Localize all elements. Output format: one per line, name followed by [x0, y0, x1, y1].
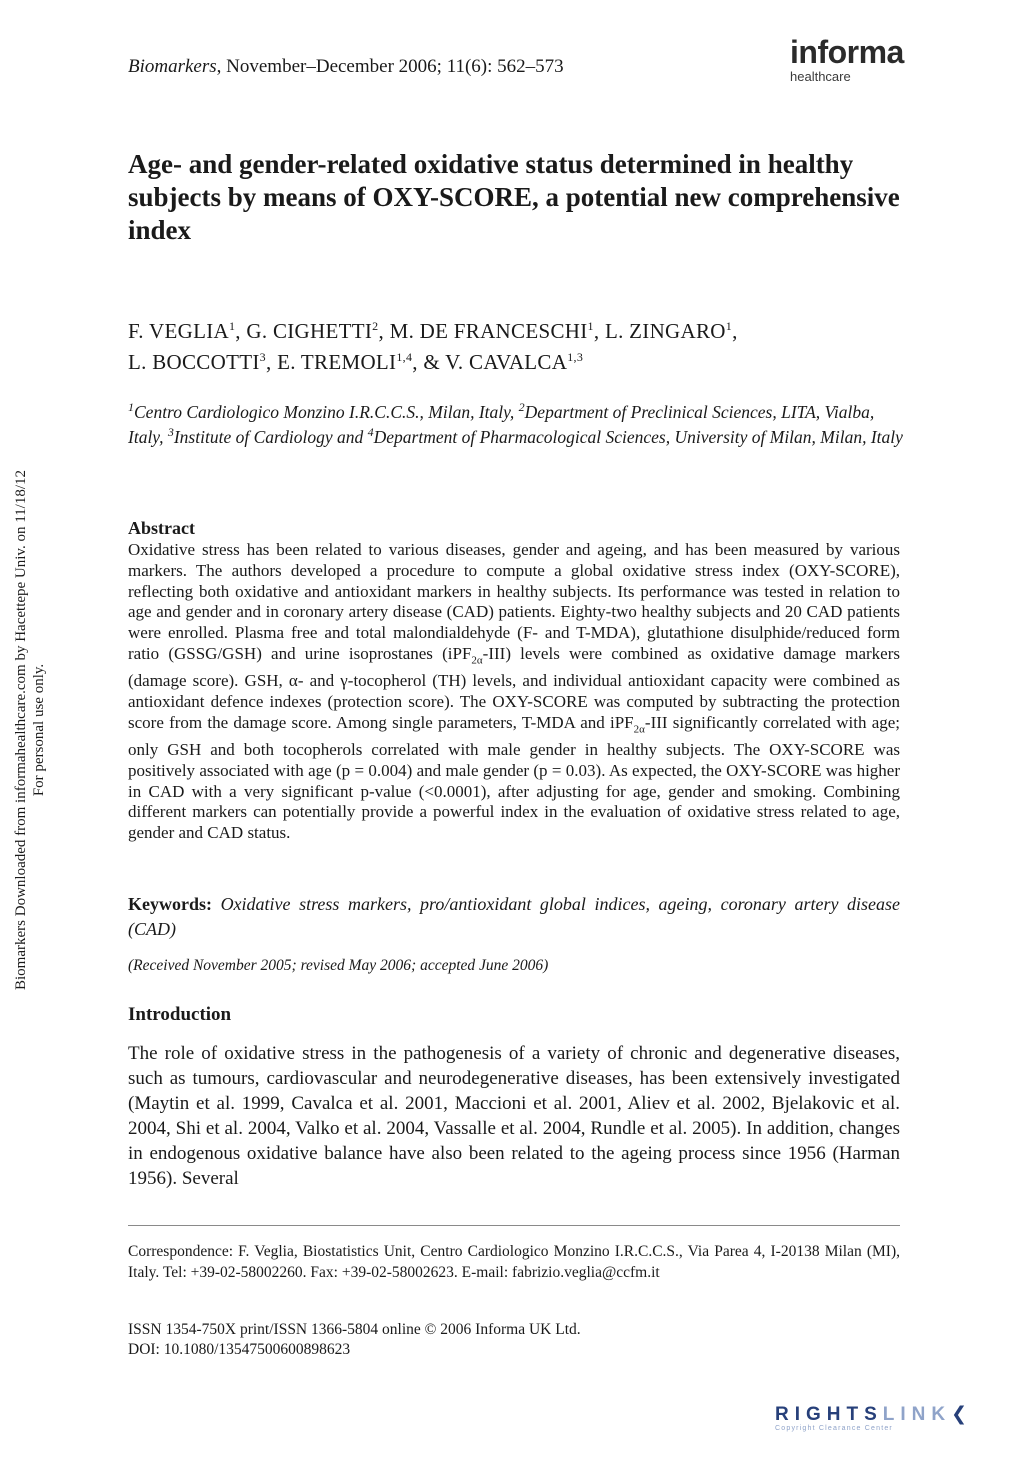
- issn-line: ISSN 1354-750X print/ISSN 1366-5804 online © 2006 Informa UK Ltd.: [128, 1321, 581, 1338]
- affiliations: $^1$Centro Cardiologico Monzino I.R.C.C.S., Milan, Italy, $^2$Department of Preclinical Sciences, LITA, Vialba, Italy, $^3$Institute of Cardiology and $^4$Department of Pharmacological Sciences, University of Milan, Milan, Italy: [128, 400, 903, 447]
- journal-citation: [128, 56, 564, 78]
- issn-doi: [128, 1320, 900, 1360]
- rightslink-logo: RIGHTSLINK❮ Copyright Clearance Center: [775, 1404, 974, 1432]
- informa-logo: [790, 36, 902, 84]
- author-affil-sup: 3: [259, 350, 266, 364]
- author: F. VEGLIA: [128, 319, 229, 343]
- author: L. BOCCOTTI: [128, 350, 260, 374]
- article-title: Age- and gender-related oxidative status determined in healthy subjects by means of OXY-SCORE, a potential new comprehensive index: [128, 149, 900, 245]
- journal-name: Biomarkers: [128, 56, 217, 77]
- author: E. TREMOLI: [277, 350, 397, 374]
- author: L. ZINGARO: [604, 319, 726, 343]
- journal-issue: , November–December 2006; 11(6): 562–573: [216, 56, 564, 77]
- keywords-text: Oxidative stress markers, pro/antioxidant global indices, ageing, coronary artery disease (CAD): [128, 894, 900, 939]
- author-affil-sup: 1: [228, 319, 236, 333]
- author-affil-sup: 1,4: [396, 350, 413, 364]
- download-watermark: [0, 0, 60, 1465]
- author-list: F. VEGLIA$^1$, G. CIGHETTI$^2$, M. DE FRANCESCHI$^1$, L. ZINGARO$^1$, L. BOCCOTTI$^3$, E. TREMOLI$^{1,4}$, & V. CAVALCA$^{1,3}$: [128, 319, 738, 374]
- received-dates: (Received November 2005; revised May 2006; accepted June 2006): [128, 957, 549, 974]
- author-affil-sup: 1: [725, 319, 733, 333]
- doi-line: DOI: 10.1080/13547500600898623: [128, 1341, 351, 1358]
- logo-sub-text: healthcare: [790, 69, 851, 84]
- keywords: [128, 892, 900, 942]
- author-affil-sup: 2: [372, 319, 379, 333]
- author: M. DE FRANCESCHI: [389, 319, 588, 343]
- author: V. CAVALCA: [445, 350, 568, 374]
- author: G. CIGHETTI: [246, 319, 373, 343]
- author-affil-sup: 1: [587, 319, 594, 333]
- rightslink-arrow-icon: ❮: [951, 1404, 974, 1425]
- logo-main-text: informa: [790, 34, 904, 70]
- correspondence-note: Correspondence: F. Veglia, Biostatistics Unit, Centro Cardiologico Monzino I.R.C.C.S., Via Parea 4, I-20138 Milan (MI), Italy. Tel: +39-02-58002260. Fax: +39-02-58002623. E-mail: fabrizio.veglia@ccfm.it: [128, 1243, 900, 1281]
- footnote-divider: [128, 1225, 900, 1226]
- abstract-heading: Abstract: [128, 518, 195, 538]
- introduction-heading: Introduction: [128, 1004, 232, 1025]
- abstract-body: Oxidative stress has been related to various diseases, gender and ageing, and has been measured by various markers. The authors developed a procedure to compute a global oxidative stress index (OXY-SCORE), reflecting both oxidative and antioxidant markers in healthy subjects. Its performance was tested in relation to age and gender and in coronary artery disease (CAD) patients. Eighty-two healthy subjects and 20 CAD patients were enrolled. Plasma free and total malondialdehyde (F- and T-MDA), glutathione disulphide/reduced form ratio (GSSG/GSH) and urine isoprostanes (iPF$_{2\alpha}$-III) levels were combined as oxidative damage markers (damage score). GSH, α- and γ-tocopherol (TH) levels, and individual antioxidant capacity were combined as antioxidant defence indexes (protection score). The OXY-SCORE was computed by subtracting the protection score from the damage score. Among single parameters, T-MDA and iPF$_{2\alpha}$-III significantly correlated with age; only GSH and both tocopherols correlated with male gender in healthy subjects. The OXY-SCORE was positively associated with age (p = 0.004) and male gender (p = 0.03). As expected, the OXY-SCORE was higher in CAD with a very significant p-value (<0.0001), after adjusting for age, gender and smoking. Combining different markers can potentially provide a powerful index in the evaluation of oxidative stress related to age, gender and CAD status.: [128, 540, 901, 843]
- keywords-label: Keywords:: [128, 894, 212, 914]
- watermark-text: Biomarkers Downloaded from informahealthcare.com by Hacettepe Univ. on 11/18/12 For personal use only.: [13, 470, 47, 990]
- author-affil-sup: 1,3: [567, 350, 584, 364]
- introduction-text: The role of oxidative stress in the pathogenesis of a variety of chronic and degenerative diseases, such as tumours, cardiovascular and neurodegenerative diseases, has been extensively investigated (Maytin et al. 1999, Cavalca et al. 2001, Maccioni et al. 2001, Aliev et al. 2002, Bjelakovic et al. 2004, Shi et al. 2004, Valko et al. 2004, Vassalle et al. 2004, Rundle et al. 2005). In addition, changes in endogenous oxidative balance have also been related to the ageing process since 1956 (Harman 1956). Several: [128, 1043, 900, 1189]
